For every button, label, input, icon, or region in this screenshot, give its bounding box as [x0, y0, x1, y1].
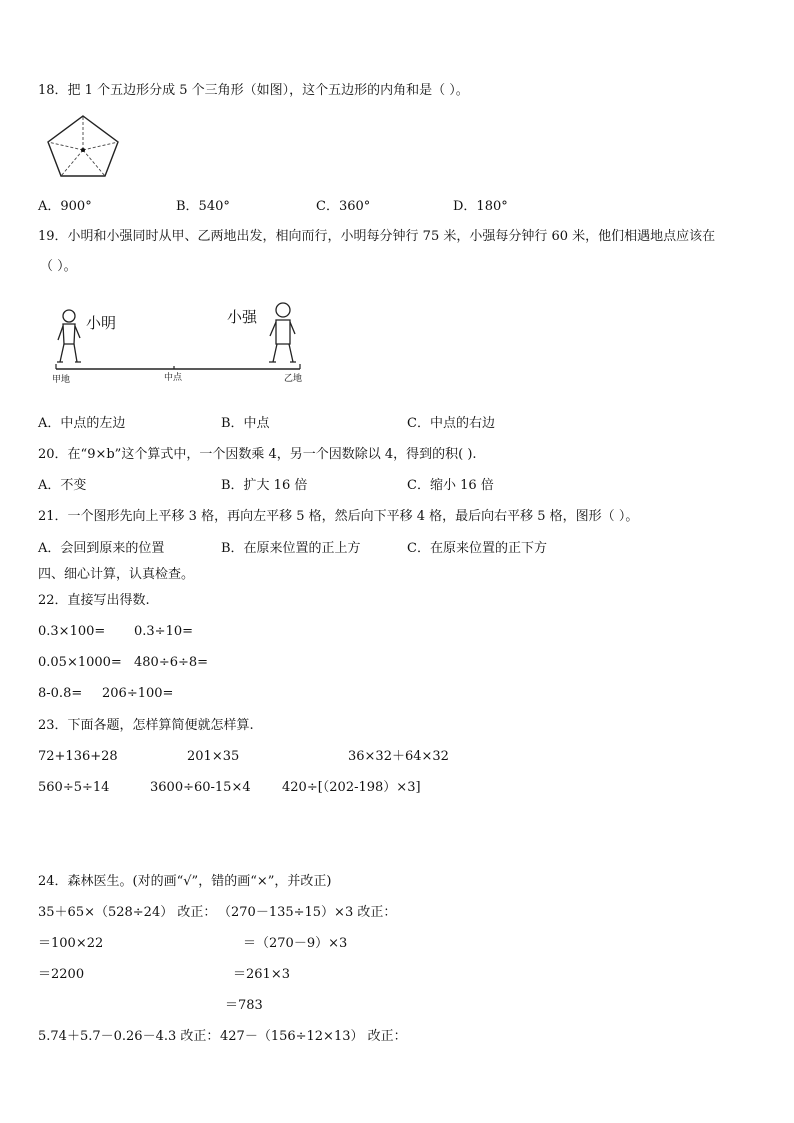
midpoint-label: 中点: [164, 373, 183, 383]
q21-question: 21．一个图形先向上平移 3 格，再向左平移 5 格，然后向下平移 4 格，最后向右平移 5 格，图形（ ）。: [38, 509, 639, 524]
q19-option-c: C．中点的右边: [407, 416, 495, 431]
q20-question: 20．在“9×b”这个算式中，一个因数乘 4，另一个因数除以 4，得到的积( ).: [38, 447, 477, 462]
q23-item-2: 201×35: [187, 749, 240, 764]
q23-item-6: 420÷[（202-198）×3]: [282, 780, 421, 795]
walker-left-icon: [57, 310, 81, 362]
q21-option-c: C．在原来位置的正下方: [407, 541, 547, 556]
q21-option-b: B．在原来位置的正上方: [221, 541, 361, 556]
section-4-heading: 四、细心计算，认真检查。: [38, 567, 195, 582]
q18-option-c: C．360°: [316, 199, 371, 214]
q21-option-a: A．会回到原来的位置: [38, 541, 165, 556]
q22-item-2: 0.3÷10=: [134, 624, 194, 639]
q22-item-4: 480÷6÷8=: [134, 655, 209, 670]
q18-question: 18．把 1 个五边形分成 5 个三角形（如图），这个五边形的内角和是（ ）。: [38, 83, 469, 98]
q20-option-b: B．扩大 16 倍: [221, 478, 308, 493]
xiaoming-label: 小明: [86, 314, 117, 332]
q23-item-5: 3600÷60-15×4: [150, 780, 251, 795]
start-point-label: 甲地: [52, 375, 71, 385]
q22-item-6: 206÷100=: [102, 686, 174, 701]
q18-option-d: D．180°: [453, 199, 508, 214]
q24-question: 24．森林医生。(对的画“√”，错的画“×”，并改正): [38, 874, 332, 889]
q22-item-1: 0.3×100=: [38, 624, 106, 639]
q24-left-line-3: ＝2200: [38, 967, 85, 982]
q24-right-line-4: ＝783: [225, 998, 263, 1013]
q23-item-1: 72+136+28: [38, 749, 118, 764]
q23-question: 23．下面各题，怎样算简便就怎样算.: [38, 718, 254, 733]
q20-option-a: A．不变: [38, 478, 87, 493]
end-point-label: 乙地: [284, 374, 303, 384]
q23-item-3: 36×32＋64×32: [348, 749, 449, 764]
q24-last-right: 427－（156÷12×13） 改正：: [220, 1029, 407, 1044]
q19-option-a: A．中点的左边: [38, 416, 126, 431]
q24-left-line-1: 35＋65×（528÷24） 改正：: [38, 905, 217, 920]
q22-item-3: 0.05×1000=: [38, 655, 122, 670]
q18-option-a: A．900°: [38, 199, 92, 214]
q19-question-cont: （ ）。: [40, 259, 77, 274]
q24-left-line-2: ＝100×22: [38, 936, 104, 951]
q20-option-c: C．缩小 16 倍: [407, 478, 494, 493]
q24-right-line-1: （270－135÷15）×3 改正：: [218, 905, 397, 920]
q19-option-b: B．中点: [221, 416, 270, 431]
q24-right-line-3: ＝261×3: [233, 967, 290, 982]
q24-last-left: 5.74＋5.7－0.26－4.3 改正：: [38, 1029, 220, 1044]
q22-question: 22．直接写出得数.: [38, 593, 150, 608]
meeting-figure: [50, 296, 310, 396]
q22-item-5: 8-0.8=: [38, 686, 83, 701]
pentagon-figure: [44, 112, 122, 180]
q18-option-b: B．540°: [176, 199, 230, 214]
q19-question: 19．小明和小强同时从甲、乙两地出发，相向而行，小明每分钟行 75 米，小强每分钟行 60 米，他们相遇地点应该在: [38, 229, 716, 244]
q23-item-4: 560÷5÷14: [38, 780, 110, 795]
xiaoqiang-label: 小强: [227, 308, 258, 326]
walker-right-icon: [269, 303, 296, 362]
q24-right-line-2: ＝（270－9）×3: [243, 936, 348, 951]
